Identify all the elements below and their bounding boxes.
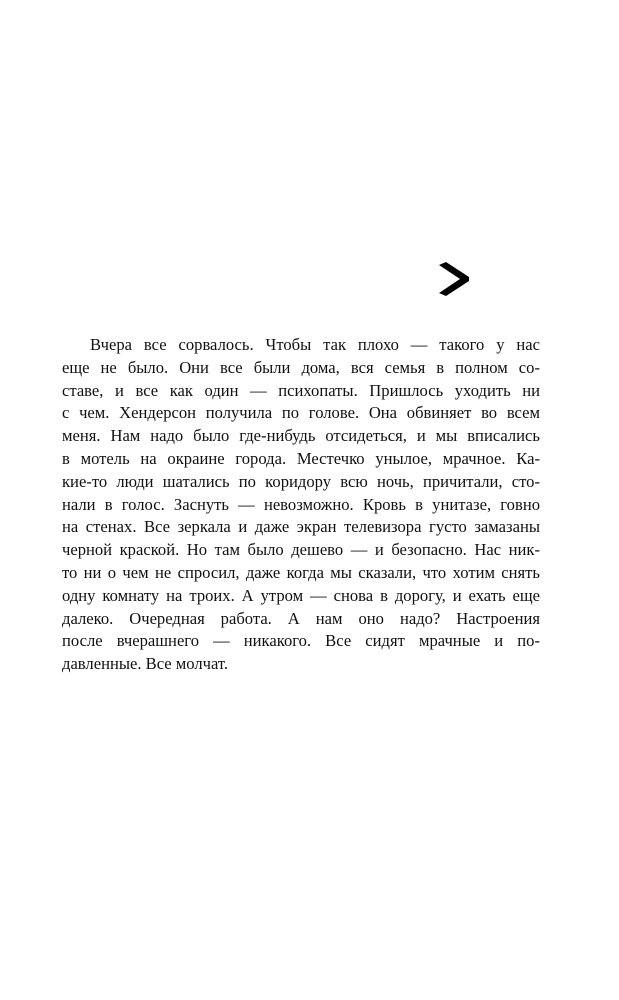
- text-line: ставе, и все как один — психопаты. Пришлось уходить ни: [62, 380, 540, 400]
- text-line: Вчера все сорвалось. Чтобы так плохо — такого у нас: [90, 335, 540, 354]
- text-line: с чем. Хендерсон получила по голове. Она обвиняет во всем: [62, 403, 540, 423]
- text-line: на стенах. Все зеркала и даже экран телевизора густо замазаны: [62, 517, 540, 537]
- text-line: еще не было. Они все были дома, вся семья в полном со-: [62, 357, 540, 377]
- text-line: то ни о чем не спросил, даже когда мы сказали, что хотим снять: [62, 562, 540, 582]
- text-line: кие-то люди шатались по коридору всю ночь, причитали, сто-: [62, 471, 540, 491]
- text-line: далеко. Очередная работа. А нам оно надо? Настроения: [62, 608, 540, 628]
- text-line: меня. Нам надо было где-нибудь отсидеться, и мы вписались: [62, 426, 540, 446]
- text-line: черной краской. Но там было дешево — и безопасно. Нас ник-: [62, 540, 540, 560]
- text-line: в мотель на окраине города. Местечко унылое, мрачное. Ка-: [62, 448, 540, 468]
- text-line: давленные. Все молчат.: [62, 654, 229, 674]
- text-line: после вчерашнего — никакого. Все сидят мрачные и по-: [62, 631, 540, 651]
- chevron-right-icon: [433, 258, 473, 298]
- text-line: нали в голос. Заснуть — невозможно. Кровь в унитазе, говно: [62, 494, 540, 514]
- text-line: одну комнату на троих. А утром — снова в дорогу, и ехать еще: [62, 585, 540, 605]
- paragraph: [62, 334, 540, 676]
